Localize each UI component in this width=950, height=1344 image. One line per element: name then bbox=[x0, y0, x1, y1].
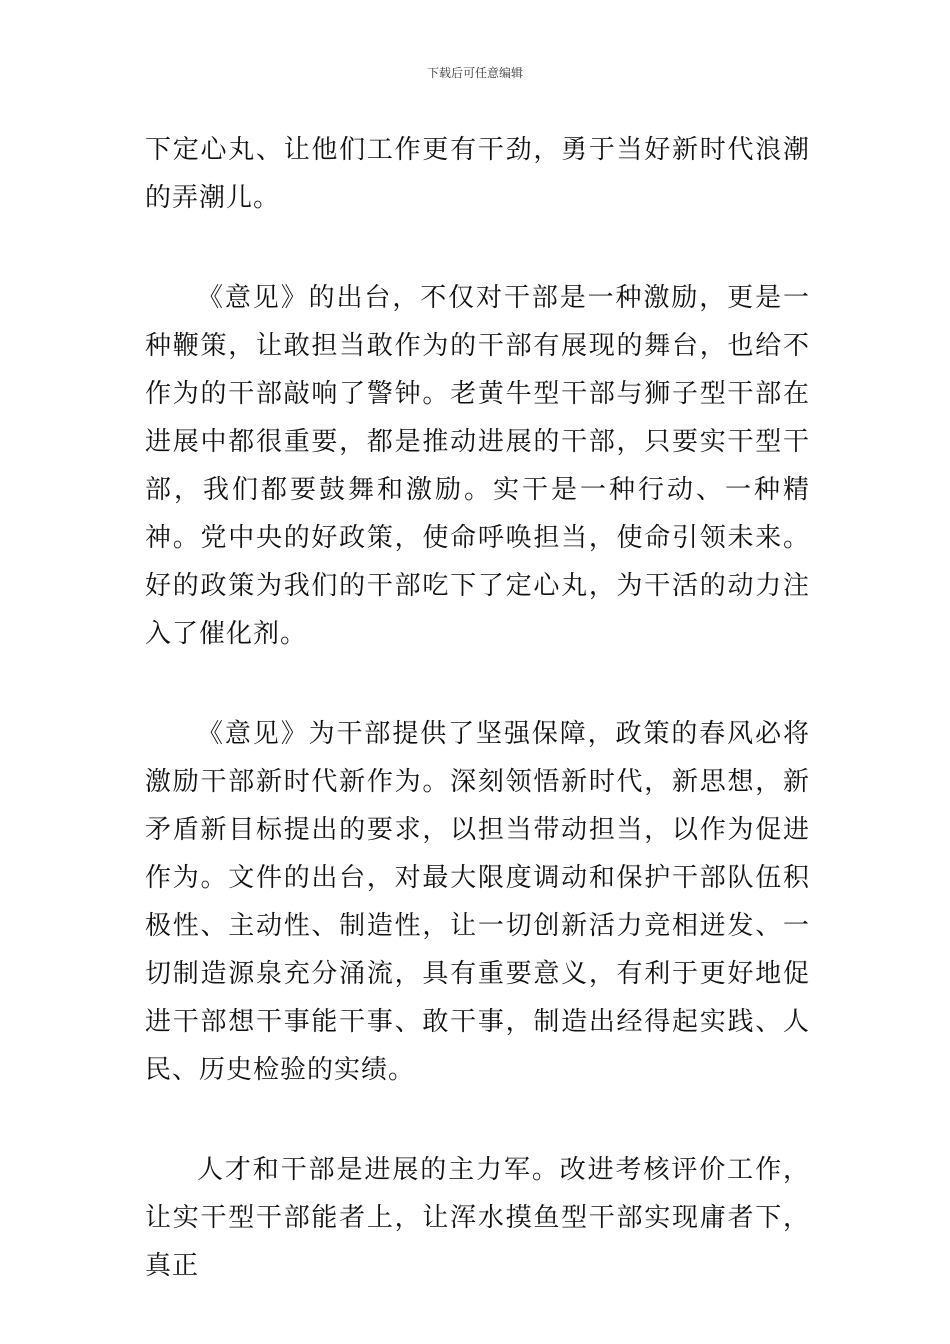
paragraph-3: 《意见》为干部提供了坚强保障，政策的春风必将激励干部新时代新作为。深刻领悟新时代，新思想，新矛盾新目标提出的要求，以担当带动担当，以作为促进作为。文件的出台，对最大限度调动和保护干部队伍积极性、主动性、制造性，让一切创新活力竞相迸发、一切制造源泉充分涌流，具有重要意义，有利于更好地促进干部想干事能干事、敢干事，制造出经得起实践、人民、历史检验的实绩。 bbox=[145, 719, 810, 1085]
page-header: 下载后可任意编辑 bbox=[426, 66, 523, 80]
paragraph-spacer bbox=[145, 658, 810, 710]
paragraph-1: 下定心丸、让他们工作更有干劲，勇于当好新时代浪潮的弄潮儿。 bbox=[145, 135, 810, 213]
paragraph-spacer bbox=[145, 1094, 810, 1146]
paragraph-spacer bbox=[145, 222, 810, 274]
paragraph-2: 《意见》的出台，不仅对干部是一种激励，更是一种鞭策，让敢担当敢作为的干部有展现的舞台，也给不作为的干部敲响了警钟。老黄牛型干部与狮子型干部在进展中都很重要，都是推动进展的干部，只要实干型干部，我们都要鼓舞和激励。实干是一种行动、一种精神。党中央的好政策，使命呼唤担当，使命引领未来。好的政策为我们的干部吃下了定心丸，为干活的动力注入了催化剂。 bbox=[145, 283, 810, 649]
document-body bbox=[145, 126, 810, 1290]
paragraph-4: 人才和干部是进展的主力军。改进考核评价工作，让实干型干部能者上，让浑水摸鱼型干部实现庸者下，真正 bbox=[145, 1155, 810, 1281]
